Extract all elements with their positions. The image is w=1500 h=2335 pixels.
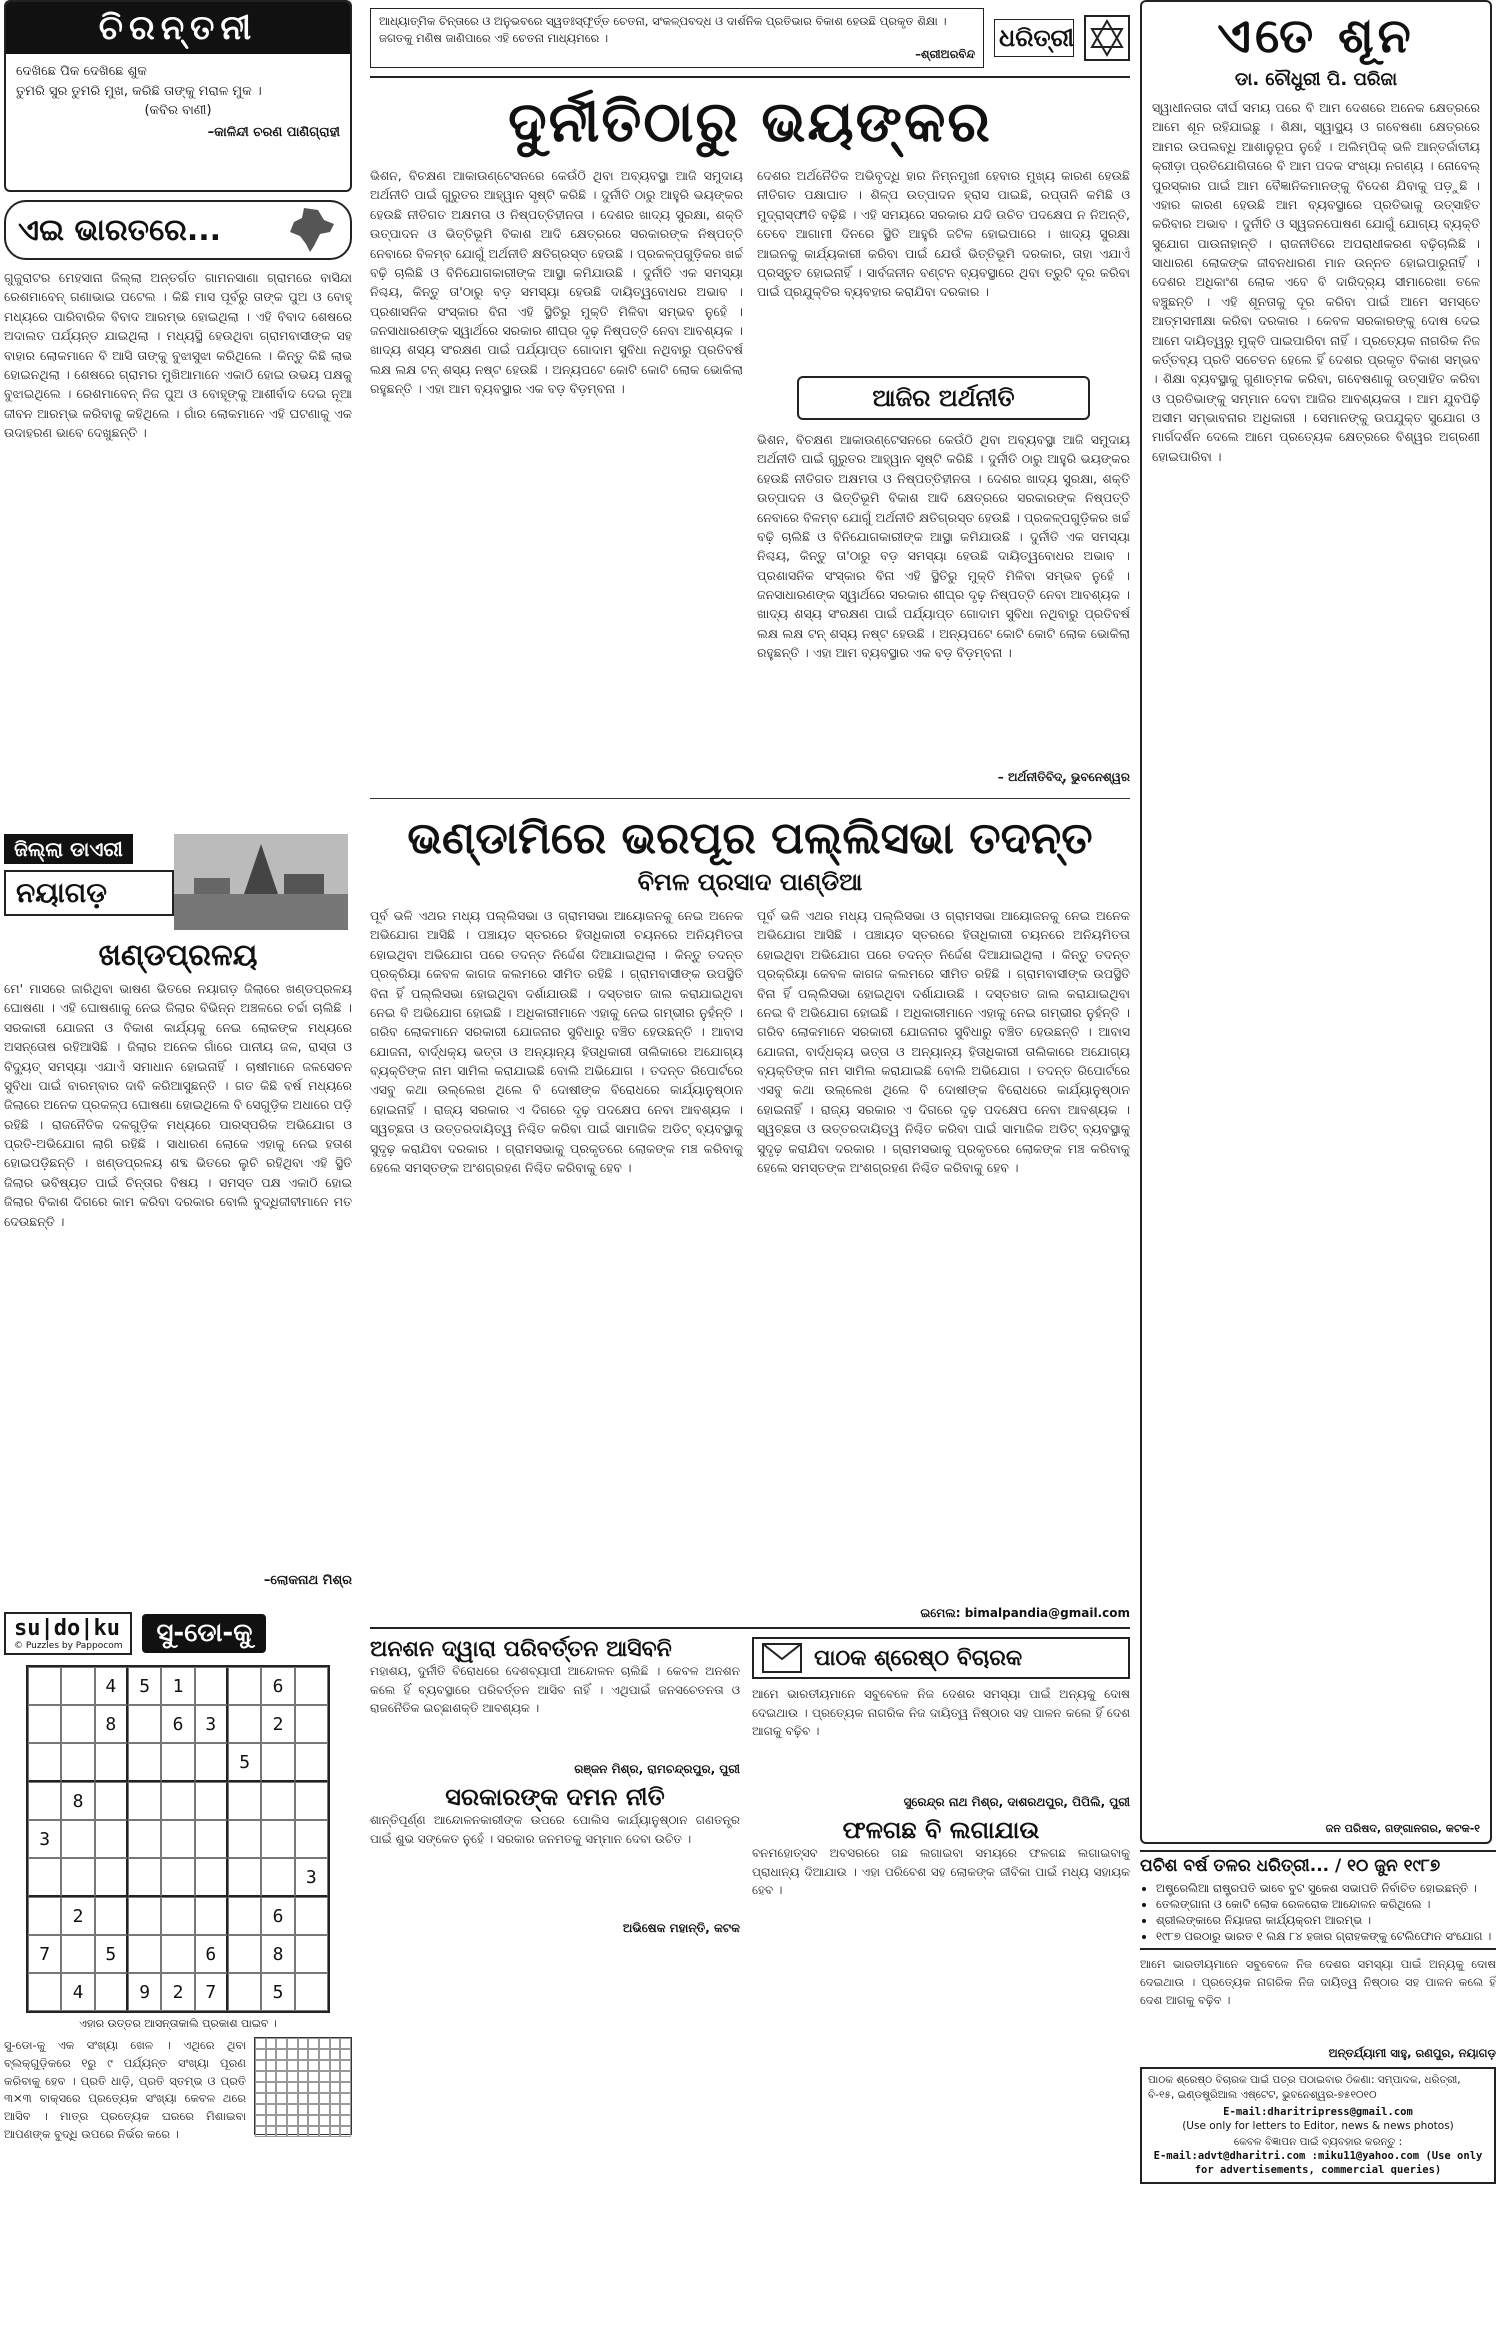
mini-grid-cell (308, 2104, 319, 2115)
sudoku-brand-box (4, 1612, 132, 1655)
mini-grid-cell (308, 2115, 319, 2126)
sudoku-cell[interactable] (228, 1973, 261, 2011)
temple-photo (174, 834, 348, 930)
mini-grid-cell (276, 2115, 287, 2126)
mini-grid-cell (340, 2115, 351, 2126)
sudoku-cell[interactable] (128, 1897, 161, 1935)
mini-grid-cell (330, 2082, 341, 2093)
mini-grid-cell (330, 2093, 341, 2104)
sudoku-answer-note: ଏହାର ଉତ୍ତର ଆସନ୍ତାକାଲି ପ୍ରକାଶ ପାଇବ । (79, 2017, 277, 2030)
sudoku-cell[interactable] (195, 1858, 228, 1897)
mini-grid-cell (266, 2104, 277, 2115)
right-article-box (1140, 0, 1492, 1844)
sudoku-cell[interactable] (195, 1667, 228, 1705)
sudoku-cell[interactable] (161, 1820, 194, 1858)
mini-grid-cell (276, 2049, 287, 2060)
sudoku-cell[interactable]: 6 (261, 1667, 294, 1705)
masthead (370, 0, 1130, 78)
mini-grid-cell (298, 2038, 309, 2049)
sudoku-cell[interactable] (95, 1858, 128, 1897)
sudoku-cell[interactable] (61, 1820, 94, 1858)
mini-grid-cell (287, 2093, 298, 2104)
sudoku-cell[interactable] (61, 1667, 94, 1705)
mini-grid-cell (255, 2049, 266, 2060)
mini-grid-cell (298, 2071, 309, 2082)
mini-grid-cell (276, 2082, 287, 2093)
mini-grid-cell (319, 2115, 330, 2126)
district-diary-header (4, 834, 352, 930)
sudoku-cell[interactable]: 4 (95, 1667, 128, 1705)
contact-email1[interactable]: E-mail:dharitripress@gmail.com (1223, 2105, 1413, 2118)
editorial-headline: ଦୁର୍ନୀତିଠାରୁ ଭୟଙ୍କର (508, 90, 992, 155)
sudoku-cell[interactable] (95, 1897, 128, 1935)
letter-best-author: ସୁରେନ୍ଦ୍ର ନାଥ ମିଶ୍ର, ଦାଶରଥପୁର, ପିପିଲି, ପୁରୀ (903, 1795, 1130, 1809)
history-item: • ଅଷ୍ଟ୍ରେଲିଆ ରାଷ୍ଟ୍ରପତି ଭାବେ ବୁଟ ସୁକେଶ ସଭାପତି ନିର୍ବାଚିତ ହୋଇଛନ୍ତି । (1156, 1880, 1496, 1896)
sudoku-cell[interactable] (228, 1705, 261, 1743)
history-item: • ଶ୍ରୀଲଙ୍କାରେ ନିୟାଜରା କାର୍ଯ୍ୟକ୍ରମ ଆରମ୍ଭ । (1156, 1912, 1496, 1928)
mini-grid-cell (308, 2126, 319, 2137)
district-author: –ଲୋକନାଥ ମିଶ୍ର (263, 1573, 352, 1588)
history-item: • ୧୯୮୭ ପରଠାରୁ ଭାରତ ୧ ଲକ୍ଷ ୮୪ ହଜାର ଗ୍ରାହକଙ୍କୁ ଟେଲିଫୋନ ସଂଯୋଗ । (1156, 1928, 1496, 1944)
mini-grid-cell (319, 2104, 330, 2115)
poem-heading: ଚିରନ୍ତନୀ (6, 2, 350, 54)
sudoku-rules-row (4, 2037, 352, 2187)
mini-grid-cell (319, 2071, 330, 2082)
letter1-body: ମହାଶୟ, ଦୁର୍ନୀତି ବିରୋଧରେ ଦେଶବ୍ୟାପୀ ଆନ୍ଦୋଳନ ଚାଲିଛି । କେବଳ ଅନଶନ କଲେ ହିଁ ବ୍ୟବସ୍ଥାରେ ପରିବର୍ତ୍ତନ ଆସିବ ନାହିଁ । ଏଥିପାଇଁ ଜନସଚେତନତା ଓ ରାଜନୈତିକ ଇଚ୍ଛାଶକ୍ତି ଆବଶ୍ୟକ । (370, 1664, 740, 1716)
sudoku-cell[interactable] (128, 1782, 161, 1820)
mini-grid-cell (276, 2126, 287, 2137)
mini-grid-cell (266, 2082, 277, 2093)
mini-grid-cell (340, 2060, 351, 2071)
india-map-icon (284, 206, 338, 254)
contact-box (1140, 2067, 1496, 2183)
editorial-columns (370, 166, 1130, 786)
mini-grid-cell (266, 2038, 277, 2049)
mini-grid-cell (319, 2038, 330, 2049)
mini-grid-cell (255, 2071, 266, 2082)
sudoku-cell[interactable] (128, 1743, 161, 1782)
sudoku-cell[interactable] (295, 1743, 328, 1782)
mini-grid-cell (266, 2115, 277, 2126)
sudoku-cell[interactable] (295, 1705, 328, 1743)
mini-grid-cell (266, 2093, 277, 2104)
mini-grid-cell (298, 2126, 309, 2137)
mini-grid-cell (255, 2038, 266, 2049)
mini-grid-cell (298, 2082, 309, 2093)
best-reader-box (752, 1637, 1130, 1679)
mini-grid-cell (340, 2071, 351, 2082)
india-body: ଗୁଜୁରାଟର ମେହସାନା ଜିଲ୍ଲା ଅନ୍ତର୍ଗତ ଗାମନସାଣା ଗ୍ରାମରେ ବାସିନ୍ଦା ରେଶମାବେନ୍ ଗଣାଭାଇ ପଟେଲ । କିଛି ମାସ ପୂର୍ବରୁ ତାଙ୍କ ପୁଅ ଓ ବୋହୂ ମଧ୍ୟରେ ପାରିବାରିକ ବିବାଦ ଆରମ୍ଭ ହୋଇଥିଲା । ଏହି ବିବାଦ ଶେଷରେ ଅଦାଲତ ପର୍ଯ୍ୟନ୍ତ ଯାଇଥିଲା । ମଧ୍ୟସ୍ଥି ହେଉଥିବା ଗ୍ରାମବାସୀଙ୍କ ସହ ବାହାର ଲୋକମାନେ ବି ଆସି ତାଙ୍କୁ ବୁଝାସୁଝା କରିଥିଲେ । କିନ୍ତୁ କିଛି ଲାଭ ହୋଇନଥିଲା । ଶେଷରେ ଗ୍ରାମର ମୁଖିଆମାନେ ଏକାଠି ହୋଇ ଉଭୟ ପକ୍ଷକୁ ବୁଝାଇଥିଲେ । ରେଶମାବେନ୍ ନିଜ ପୁଅ ଓ ବୋହୂଙ୍କୁ ଆଶୀର୍ବାଦ ଦେଇ ନୂଆ ଜୀବନ ଆରମ୍ଭ କରିବାକୁ କହିଥିଲେ । ଗାଁର ଲୋକମାନେ ଏହି ଘଟଣାକୁ ଏକ ଉଦାହରଣ ଭାବେ ଦେଖୁଛନ୍ତି । (4, 270, 352, 440)
mini-grid-cell (287, 2082, 298, 2093)
mini-grid-cell (340, 2104, 351, 2115)
sudoku-section (4, 1612, 352, 2187)
sudoku-title: ସୁ-ଡୋ-କୁ (142, 1614, 266, 1653)
letters-section (370, 1627, 1130, 1944)
district-diary-section (4, 834, 352, 1588)
district-label-block (4, 834, 174, 930)
masthead-quote-box (370, 8, 984, 68)
editorial-body-continued: ଭିଶନ, ବିଚକ୍ଷଣ ଆକାଉଣ୍ଟେସନରେ କେଉଁଠି ଥିବା ଅବ୍ୟବସ୍ଥା ଆଜି ସମୁଦାୟ ଅର୍ଥନୀତି ପାଇଁ ଗୁରୁତର ଆହ୍ୱାନ ସୃଷ୍ଟି କରିଛି । ଦୁର୍ନୀତି ଠାରୁ ଆହୁରି ଭୟଙ୍କର ହେଉଛି ନୀତିଗତ ଅକ୍ଷମତା ଓ ନିଷ୍ପତ୍ତିହୀନତା । ଦେଶର ଖାଦ୍ୟ ସୁରକ୍ଷା, ଶକ୍ତି ଉତ୍ପାଦନ ଓ ଭିତ୍ତିଭୂମି ବିକାଶ ଆଦି କ୍ଷେତ୍ରରେ ସରକାରଙ୍କ ନିଷ୍ପତ୍ତି ନେବାରେ ବିଳମ୍ବ ଯୋଗୁଁ ଅର୍ଥନୀତି କ୍ଷତିଗ୍ରସ୍ତ ହେଉଛି । ପ୍ରକଳ୍ପଗୁଡ଼ିକର ଖର୍ଚ୍ଚ ବଢ଼ି ଚାଲିଛି ଓ ବିନିଯୋଗକାରୀଙ୍କ ଆସ୍ଥା କମିଯାଉଛି । ଦୁର୍ନୀତି ଏକ ସମସ୍ୟା ନିଶ୍ଚୟ, କିନ୍ତୁ ତା'ଠାରୁ ବଡ଼ ସମସ୍ୟା ହେଉଛି ଦାୟିତ୍ୱବୋଧର ଅଭାବ । ପ୍ରଶାସନିକ ସଂସ୍କାର ବିନା ଏହି ସ୍ଥିତିରୁ ମୁକ୍ତି ମିଳିବା ସମ୍ଭବ ନୁହେଁ । ଜନସାଧାରଣଙ୍କ ସ୍ୱାର୍ଥରେ ସରକାର ଶୀଘ୍ର ଦୃଢ଼ ନିଷ୍ପତ୍ତି ନେବା ଆବଶ୍ୟକ । ଖାଦ୍ୟ ଶସ୍ୟ ସଂରକ୍ଷଣ ପାଇଁ ପର୍ଯ୍ୟାପ୍ତ ଗୋଦାମ ସୁବିଧା ନଥିବାରୁ ପ୍ରତିବର୍ଷ ଲକ୍ଷ ଲକ୍ଷ ଟନ୍ ଶସ୍ୟ ନଷ୍ଟ ହେଉଛି । ଅନ୍ୟପଟେ କୋଟି କୋଟି ଲୋକ ଭୋକିଲା ରହୁଛନ୍ତି । ଏହା ଆମ ବ୍ୟବସ୍ଥାର ଏକ ବଡ଼ ବିଡ଼ମ୍ବନା । (757, 432, 1130, 661)
sudoku-cell[interactable] (261, 1782, 294, 1820)
left-column (4, 0, 360, 2187)
mini-grid-cell (330, 2104, 341, 2115)
sudoku-cell[interactable] (28, 1705, 61, 1743)
sudoku-cell[interactable] (261, 1743, 294, 1782)
sudoku-example-grid (254, 2037, 352, 2135)
sudoku-cell[interactable] (228, 1667, 261, 1705)
mini-grid-cell (308, 2071, 319, 2082)
sudoku-cell[interactable] (161, 1897, 194, 1935)
right-heading: ଏତେ ଶୂନ (1217, 8, 1415, 64)
mini-grid-cell (287, 2071, 298, 2082)
mini-grid-cell (255, 2104, 266, 2115)
editorial-author: – ଅର୍ଥନୀତିବିଦ୍, ଭୁବନେଶ୍ୱର (997, 770, 1130, 784)
mini-grid-cell (276, 2038, 287, 2049)
sudoku-brand: su|do|ku (14, 1616, 120, 1641)
sudoku-cell[interactable] (28, 1973, 61, 2011)
mini-grid-cell (287, 2060, 298, 2071)
letter1-author: ରଞ୍ଜନ ମିଶ୍ର, ରାମଚନ୍ଦ୍ରପୁର, ପୁରୀ (574, 1762, 740, 1776)
mini-grid-cell (287, 2038, 298, 2049)
feature-body-continued: ପୂର୍ବ ଭଳି ଏଥର ମଧ୍ୟ ପଲ୍ଲିସଭା ଓ ଗ୍ରାମସଭା ଆୟୋଜନକୁ ନେଇ ଅନେକ ଅଭିଯୋଗ ଆସିଛି । ପଞ୍ଚାୟତ ସ୍ତରରେ ହିତାଧିକାରୀ ଚୟନରେ ଅନିୟମିତତା ହୋଇଥିବା ଅଭିଯୋଗ ପରେ ତଦନ୍ତ ନିର୍ଦ୍ଦେଶ ଦିଆଯାଇଥିଲା । କିନ୍ତୁ ତଦନ୍ତ ପ୍ରକ୍ରିୟା କେବଳ କାଗଜ କଲମରେ ସୀମିତ ରହିଛି । ଗ୍ରାମବାସୀଙ୍କ ଉପସ୍ଥିତି ବିନା ହିଁ ପଲ୍ଲିସଭା ହୋଇଥିବା ଦର୍ଶାଯାଉଛି । ଦସ୍ତଖତ ଜାଲ କରାଯାଇଥିବା ନେଇ ବି ଅଭିଯୋଗ ହୋଇଛି । ଅଧିକାରୀମାନେ ଏହାକୁ ନେଇ ଗମ୍ଭୀର ନୁହଁନ୍ତି । ଗରିବ ଲୋକମାନେ ସରକାରୀ ଯୋଜନାର ସୁବିଧାରୁ ବଞ୍ଚିତ ହେଉଛନ୍ତି । ଆବାସ ଯୋଜନା, ବାର୍ଦ୍ଧକ୍ୟ ଭତ୍ତା ଓ ଅନ୍ୟାନ୍ୟ ହିତାଧିକାରୀ ତାଲିକାରେ ଅଯୋଗ୍ୟ ବ୍ୟକ୍ତିଙ୍କ ନାମ ସାମିଲ କରାଯାଇଛି ବୋଲି ଅଭିଯୋଗ । ତଦନ୍ତ ରିପୋର୍ଟରେ ଏସବୁ କଥା ଉଲ୍ଲେଖ ଥିଲେ ବି ଦୋଷୀଙ୍କ ବିରୋଧରେ କାର୍ଯ୍ୟାନୁଷ୍ଠାନ ହୋଇନାହିଁ । ରାଜ୍ୟ ସରକାର ଏ ଦିଗରେ ଦୃଢ଼ ପଦକ୍ଷେପ ନେବା ଆବଶ୍ୟକ । ସ୍ୱଚ୍ଛତା ଓ ଉତ୍ତରଦାୟିତ୍ୱ ନିଶ୍ଚିତ କରିବା ପାଇଁ ସାମାଜିକ ଅଡିଟ୍ ବ୍ୟବସ୍ଥାକୁ ସୁଦୃଢ଼ କରାଯିବା ଦରକାର । ଗ୍ରାମସଭାକୁ ପ୍ରକୃତରେ ଲୋକଙ୍କ ମଞ୍ଚ କରିବାକୁ ହେଲେ ସମସ୍ତଙ୍କ ଅଂଶଗ୍ରହଣ ନିଶ୍ଚିତ କରିବାକୁ ହେବ । (757, 908, 1130, 1175)
mini-grid-cell (255, 2082, 266, 2093)
mini-grid-cell (330, 2115, 341, 2126)
sudoku-header (4, 1612, 352, 1655)
sudoku-cell[interactable] (161, 1935, 194, 1973)
mini-grid-cell (298, 2060, 309, 2071)
right-body: ସ୍ୱାଧୀନତାର ଦୀର୍ଘ ସମୟ ପରେ ବି ଆମ ଦେଶରେ ଅନେକ କ୍ଷେତ୍ରରେ ଆମେ ଶୂନ ରହିଯାଇଛୁ । ଶିକ୍ଷା, ସ୍ୱାସ୍ଥ୍ୟ ଓ ଗବେଷଣା କ୍ଷେତ୍ରରେ ଆମର ଉପଲବ୍ଧି ଆଶାନୁରୂପ ନୁହେଁ । ଅଲିମ୍ପିକ୍ ଭଳି ଆନ୍ତର୍ଜାତୀୟ କ୍ରୀଡ଼ା ପ୍ରତିଯୋଗିତାରେ ବି ଆମ ପଦକ ସଂଖ୍ୟା ନଗଣ୍ୟ । ନୋବେଲ୍ ପୁରସ୍କାର ପାଇଁ ଆମ ବୈଜ୍ଞାନିକମାନଙ୍କୁ ବିଦେଶ ଯିବାକୁ ପଡ଼ୁଛି । ଏହାର କାରଣ ହେଉଛି ଆମ ବ୍ୟବସ୍ଥାରେ ପ୍ରତିଭାକୁ ଉତ୍ସାହିତ କରିବାର ଅଭାବ । ଦୁର୍ନୀତି ଓ ସ୍ୱଜନପୋଷଣ ଯୋଗୁଁ ଯୋଗ୍ୟ ବ୍ୟକ୍ତି ସୁଯୋଗ ପାଉନାହାନ୍ତି । ରାଜନୀତିରେ ଅପରାଧୀକରଣ ବଢ଼ିଚାଲିଛି । ସାଧାରଣ ଲୋକଙ୍କ ଜୀବନଧାରଣ ମାନ ଉନ୍ନତ ହୋଇପାରୁନାହିଁ । ଦେଶର ଅଧିକାଂଶ ଲୋକ ଏବେ ବି ଦାରିଦ୍ର୍ୟ ସୀମାରେଖା ତଳେ ବଞ୍ଚୁଛନ୍ତି । ଏହି ଶୂନତାକୁ ଦୂର କରିବା ପାଇଁ ଆମେ ସମସ୍ତେ ଆତ୍ମସମୀକ୍ଷା କରିବା ଦରକାର । କେବଳ ସରକାରଙ୍କୁ ଦୋଷ ଦେଇ ଆମେ ଦାୟିତ୍ୱରୁ ମୁକ୍ତି ପାଇପାରିବା ନାହିଁ । ପ୍ରତ୍ୟେକ ନାଗରିକ ନିଜ କର୍ତ୍ତବ୍ୟ ପ୍ରତି ସଚେତନ ହେଲେ ହିଁ ଦେଶର ପ୍ରକୃତ ବିକାଶ ସମ୍ଭବ । ଶିକ୍ଷା ବ୍ୟବସ୍ଥାକୁ ଗୁଣାତ୍ମକ କରିବା, ଗବେଷଣାକୁ ଉତ୍ସାହିତ କରିବା ଓ ପ୍ରତିଭାଙ୍କୁ ସମ୍ମାନ ଦେବା ଆଜିର ଆବଶ୍ୟକତା । ଆମ ଯୁବପିଢ଼ି ଅସୀମ ସମ୍ଭାବନାର ଅଧିକାରୀ । ସେମାନଙ୍କୁ ଉପଯୁକ୍ତ ସୁଯୋଗ ଓ ମାର୍ଗଦର୍ଶନ ଦେଲେ ଆମେ ପ୍ରତ୍ୟେକ କ୍ଷେତ୍ରରେ ବିଶ୍ୱର ଅଗ୍ରଣୀ ହୋଇପାରିବା । (1152, 100, 1480, 464)
sudoku-cell[interactable] (261, 1820, 294, 1858)
feature-author: ବିମଳ ପ୍ରସାଦ ପାଣ୍ଡିଆ (637, 868, 863, 896)
mini-grid-cell (319, 2060, 330, 2071)
mini-grid-cell (308, 2038, 319, 2049)
sudoku-cell[interactable]: 5 (128, 1667, 161, 1705)
mini-grid-cell (308, 2093, 319, 2104)
mini-grid-cell (266, 2049, 277, 2060)
envelope-icon (762, 1643, 802, 1673)
mini-grid-cell (330, 2038, 341, 2049)
mini-grid-cell (298, 2049, 309, 2060)
letter3-title: ଫଳଗଛ ବି ଲଗାଯାଉ (842, 1816, 1040, 1844)
sudoku-rules: ସୁ-ଡୋ-କୁ ଏକ ସଂଖ୍ୟା ଖେଳ । ଏଥିରେ ଥିବା ବ୍ଲକ୍‌ଗୁଡ଼ିକରେ ୧ରୁ ୯ ପର୍ଯ୍ୟନ୍ତ ସଂଖ୍ୟା ପୂରଣ କରିବାକୁ ହେବ । ପ୍ରତି ଧାଡ଼ି, ପ୍ରତି ସ୍ତମ୍ଭ ଓ ପ୍ରତି ୩×୩ ବାକ୍ସରେ ପ୍ରତ୍ୟେକ ସଂଖ୍ୟା କେବଳ ଥରେ ଆସିବ । ମାତ୍ର ପ୍ରତ୍ୟେକ ଘରରେ ମିଶାଇବା ଆପଣଙ୍କ ବୁଦ୍ଧି ଉପରେ ନିର୍ଭର କରେ । (4, 2038, 246, 2142)
star-emblem-icon (1084, 15, 1130, 61)
feature-columns (370, 906, 1130, 1606)
mini-grid-cell (319, 2093, 330, 2104)
feature-body: ପୂର୍ବ ଭଳି ଏଥର ମଧ୍ୟ ପଲ୍ଲିସଭା ଓ ଗ୍ରାମସଭା ଆୟୋଜନକୁ ନେଇ ଅନେକ ଅଭିଯୋଗ ଆସିଛି । ପଞ୍ଚାୟତ ସ୍ତରରେ ହିତାଧିକାରୀ ଚୟନରେ ଅନିୟମିତତା ହୋଇଥିବା ଅଭିଯୋଗ ପରେ ତଦନ୍ତ ନିର୍ଦ୍ଦେଶ ଦିଆଯାଇଥିଲା । କିନ୍ତୁ ତଦନ୍ତ ପ୍ରକ୍ରିୟା କେବଳ କାଗଜ କଲମରେ ସୀମିତ ରହିଛି । ଗ୍ରାମବାସୀଙ୍କ ଉପସ୍ଥିତି ବିନା ହିଁ ପଲ୍ଲିସଭା ହୋଇଥିବା ଦର୍ଶାଯାଉଛି । ଦସ୍ତଖତ ଜାଲ କରାଯାଇଥିବା ନେଇ ବି ଅଭିଯୋଗ ହୋଇଛି । ଅଧିକାରୀମାନେ ଏହାକୁ ନେଇ ଗମ୍ଭୀର ନୁହଁନ୍ତି । ଗରିବ ଲୋକମାନେ ସରକାରୀ ଯୋଜନାର ସୁବିଧାରୁ ବଞ୍ଚିତ ହେଉଛନ୍ତି । ଆବାସ ଯୋଜନା, ବାର୍ଦ୍ଧକ୍ୟ ଭତ୍ତା ଓ ଅନ୍ୟାନ୍ୟ ହିତାଧିକାରୀ ତାଲିକାରେ ଅଯୋଗ୍ୟ ବ୍ୟକ୍ତିଙ୍କ ନାମ ସାମିଲ କରାଯାଇଛି ବୋଲି ଅଭିଯୋଗ । ତଦନ୍ତ ରିପୋର୍ଟରେ ଏସବୁ କଥା ଉଲ୍ଲେଖ ଥିଲେ ବି ଦୋଷୀଙ୍କ ବିରୋଧରେ କାର୍ଯ୍ୟାନୁଷ୍ଠାନ ହୋଇନାହିଁ । ରାଜ୍ୟ ସରକାର ଏ ଦିଗରେ ଦୃଢ଼ ପଦକ୍ଷେପ ନେବା ଆବଶ୍ୟକ । ସ୍ୱଚ୍ଛତା ଓ ଉତ୍ତରଦାୟିତ୍ୱ ନିଶ୍ଚିତ କରିବା ପାଇଁ ସାମାଜିକ ଅଡିଟ୍ ବ୍ୟବସ୍ଥାକୁ ସୁଦୃଢ଼ କରାଯିବା ଦରକାର । ଗ୍ରାମସଭାକୁ ପ୍ରକୃତରେ ଲୋକଙ୍କ ମଞ୍ଚ କରିବାକୁ ହେଲେ ସମସ୍ତଙ୍କ ଅଂଶଗ୍ରହଣ ନିଶ୍ଚିତ କରିବାକୁ ହେବ । (370, 908, 743, 1175)
india-heading: ଏଇ ଭାରତରେ... (18, 212, 222, 248)
sudoku-cell[interactable]: 5 (261, 1973, 294, 2011)
sudoku-cell[interactable]: 2 (161, 1973, 194, 2011)
mini-grid-cell (308, 2060, 319, 2071)
district-name: ନୟାଗଡ଼ (4, 870, 174, 916)
sudoku-cell[interactable] (261, 1858, 294, 1897)
sudoku-cell[interactable] (95, 1973, 128, 2011)
sudoku-cell[interactable] (128, 1820, 161, 1858)
letter2-author: ଅଭିଷେକ ମହାନ୍ତି, କଟକ (622, 1921, 740, 1935)
sudoku-cell[interactable]: 1 (161, 1667, 194, 1705)
mini-grid-cell (298, 2093, 309, 2104)
sudoku-cell[interactable] (195, 1743, 228, 1782)
mini-grid-cell (308, 2082, 319, 2093)
sudoku-cell[interactable] (228, 1935, 261, 1973)
contact-address: ପାଠକ ଶ୍ରେଷ୍ଠ ବିଚାରକ ପାଇଁ ପତ୍ର ପଠାଇବାର ଠିକଣା: ସମ୍ପାଦକ, ଧରିତ୍ରୀ, ବି-୧୫, ଇଣ୍ଡଷ୍ଟ୍ରିଆଲ ଏଷ୍ଟେଟ, ଭୁବନେଶ୍ୱର-୭୫୧୦୧୦ (1148, 2074, 1461, 2101)
mini-grid-cell (287, 2049, 298, 2060)
poem-line: ଦେଖିଛେ ପିକ ଦେଖିଛେ ଶୁକ (16, 64, 147, 79)
sudoku-cell[interactable]: 8 (95, 1705, 128, 1743)
sudoku-cell[interactable]: 2 (261, 1705, 294, 1743)
sudoku-cell[interactable] (28, 1782, 61, 1820)
sudoku-cell[interactable]: 5 (95, 1935, 128, 1973)
masthead-quote-author: –ଶ୍ରୀଅରବିନ୍ଦ (915, 47, 975, 62)
sudoku-cell[interactable]: 7 (195, 1973, 228, 2011)
district-body: ମେ' ମାସରେ ଜାରିଥିବା ଭାଷଣ ଭିତରେ ନୟାଗଡ଼ ଜିଲାରେ ଖଣ୍ଡପ୍ରଳୟ ଘୋଷଣା । ଏହି ଘୋଷଣାକୁ ନେଇ ଜିଲାର ବିଭିନ୍ନ ଅଞ୍ଚଳରେ ଚର୍ଚ୍ଚା ଚାଲିଛି । ସରକାରୀ ଯୋଜନା ଓ ବିକାଶ କାର୍ଯ୍ୟକୁ ନେଇ ଲୋକଙ୍କ ମଧ୍ୟରେ ଅସନ୍ତୋଷ ରହିଆସିଛି । ଜିଲାର ଅନେକ ଗାଁରେ ପାନୀୟ ଜଳ, ରାସ୍ତା ଓ ବିଦ୍ୟୁତ୍ ସମସ୍ୟା ଏଯାଏଁ ସମାଧାନ ହୋଇନାହିଁ । ଚାଷୀମାନେ ଜଳସେଚନ ସୁବିଧା ପାଇଁ ବାରମ୍ବାର ଦାବି କରିଆସୁଛନ୍ତି । ଗତ କିଛି ବର୍ଷ ମଧ୍ୟରେ ଜିଲାରେ ଅନେକ ପ୍ରକଳ୍ପ ଘୋଷଣା ହୋଇଥିଲେ ବି ସେଗୁଡ଼ିକ ଅଧାରେ ପଡ଼ି ରହିଛି । ରାଜନୈତିକ ଦଳଗୁଡ଼ିକ ମଧ୍ୟରେ ପାରସ୍ପରିକ ଅଭିଯୋଗ ଓ ପ୍ରତି-ଅଭିଯୋଗ ଲାଗି ରହିଛି । ସାଧାରଣ ଲୋକେ ଏହାକୁ ନେଇ ହତାଶ ହୋଇପଡ଼ିଛନ୍ତି । ଖଣ୍ଡପ୍ରଳୟ ଶବ୍ଦ ଭିତରେ ଲୁଚି ରହିଥିବା ଏହି ସ୍ଥିତି ଜିଲାର ଭବିଷ୍ୟତ ପାଇଁ ଚିନ୍ତାର ବିଷୟ । ସମସ୍ତ ପକ୍ଷ ଏକାଠି ହୋଇ ଜିଲାର ବିକାଶ ଦିଗରେ କାମ କରିବା ଦରକାର ବୋଲି ବୁଦ୍ଧିଜୀବୀମାନେ ମତ ଦେଉଛନ୍ତି । (4, 981, 352, 1229)
mini-grid-cell (330, 2060, 341, 2071)
letters-right (752, 1629, 1130, 1944)
sudoku-cell[interactable]: 2 (61, 1897, 94, 1935)
sudoku-cell[interactable]: 4 (61, 1973, 94, 2011)
mini-grid-cell (255, 2115, 266, 2126)
sudoku-cell[interactable] (161, 1743, 194, 1782)
sudoku-cell[interactable]: 6 (195, 1935, 228, 1973)
right-signature: ଜନ ପରିଷଦ, ଗଙ୍ଗାନଗର, କଟକ-୧ (1325, 1822, 1480, 1835)
right-author: ଡା. ଚୌଧୁରୀ ପି. ପରିଜା (1234, 69, 1398, 90)
editorial-label: ଆଜିର ଅର୍ଥନୀତି (797, 376, 1090, 420)
mini-grid-cell (287, 2126, 298, 2137)
mini-grid-cell (340, 2082, 351, 2093)
mini-grid-cell (319, 2126, 330, 2137)
sudoku-cell[interactable] (95, 1743, 128, 1782)
sudoku-cell[interactable] (28, 1667, 61, 1705)
sudoku-cell[interactable]: 5 (228, 1743, 261, 1782)
mini-grid-cell (340, 2038, 351, 2049)
mini-grid-cell (287, 2115, 298, 2126)
mini-grid-cell (255, 2093, 266, 2104)
sudoku-cell[interactable]: 8 (61, 1782, 94, 1820)
history-section (1140, 1850, 1496, 1950)
district-heading: ଖଣ୍ଡପ୍ରଳୟ (98, 938, 258, 973)
sudoku-cell[interactable] (28, 1897, 61, 1935)
sudoku-cell[interactable] (61, 1705, 94, 1743)
mini-grid-cell (340, 2093, 351, 2104)
mini-grid-cell (287, 2104, 298, 2115)
mini-grid-cell (255, 2060, 266, 2071)
sudoku-cell[interactable] (228, 1820, 261, 1858)
feature-email: ଇମେଲ: bimalpandia@gmail.com (920, 1606, 1130, 1620)
mini-grid-cell (330, 2049, 341, 2060)
reader-note-body: ଆମେ ଭାରତୀୟମାନେ ସବୁବେଳେ ନିଜ ଦେଶର ସମସ୍ୟା ପାଇଁ ଅନ୍ୟକୁ ଦୋଷ ଦେଇଥାଉ । ପ୍ରତ୍ୟେକ ନାଗରିକ ନିଜ ଦାୟିତ୍ୱ ନିଷ୍ଠାର ସହ ପାଳନ କଲେ ହିଁ ଦେଶ ଆଗକୁ ବଢ଼ିବ । (1140, 1957, 1496, 2007)
sudoku-cell[interactable] (295, 1667, 328, 1705)
sudoku-credit: © Puzzles by Pappocom (14, 1641, 123, 1651)
divider (370, 798, 1130, 799)
sudoku-cell[interactable] (295, 1782, 328, 1820)
sudoku-cell[interactable] (161, 1858, 194, 1897)
contact-ads-label: କେବଳ ବିଜ୍ଞାପନ ପାଇଁ ବ୍ୟବହାର କରନ୍ତୁ : (1233, 2136, 1403, 2149)
sudoku-grid (26, 1665, 330, 2013)
letter1-title: ଅନଶନ ଦ୍ୱାରା ପରିବର୍ତ୍ତନ ଆସିବନି (370, 1637, 672, 1662)
sudoku-cell[interactable]: 3 (295, 1858, 328, 1897)
mini-grid-cell (255, 2126, 266, 2137)
sudoku-cell[interactable] (61, 1743, 94, 1782)
sudoku-cell[interactable] (195, 1782, 228, 1820)
editorial-body-intro: ଦେଶର ଅର୍ଥନୈତିକ ଅଭିବୃଦ୍ଧି ହାର ନିମ୍ନମୁଖୀ ହେବାର ମୁଖ୍ୟ କାରଣ ହେଉଛି ନୀତିଗତ ପକ୍ଷାଘାତ । ଶିଳ୍ପ ଉତ୍ପାଦନ ହ୍ରାସ ପାଇଛି, ରପ୍ତାନି କମିଛି ଓ ମୁଦ୍ରାସ୍ଫୀତି ବଢ଼ିଛି । ଏହି ସମୟରେ ସରକାର ଯଦି ଉଚିତ ପଦକ୍ଷେପ ନ ନିଅନ୍ତି, ତେବେ ଆଗାମୀ ଦିନରେ ସ୍ଥିତି ଆହୁରି ଜଟିଳ ହୋଇପାରେ । ଖାଦ୍ୟ ସୁରକ୍ଷା ଆଇନକୁ କାର୍ଯ୍ୟକାରୀ କରିବା ପାଇଁ ଯେଉଁ ଭିତ୍ତିଭୂମି ଦରକାର, ତାହା ଏଯାଏଁ ପ୍ରସ୍ତୁତ ହୋଇନାହିଁ । ସାର୍ବଜନୀନ ବଣ୍ଟନ ବ୍ୟବସ୍ଥାରେ ଥିବା ତ୍ରୁଟି ଦୂର କରିବା ପାଇଁ ପ୍ରଯୁକ୍ତିର ବ୍ୟବହାର କରାଯିବା ଦରକାର । (757, 168, 1130, 300)
mini-grid-cell (330, 2126, 341, 2137)
mini-grid-cell (276, 2060, 287, 2071)
poem-box (4, 0, 352, 192)
sudoku-cell[interactable]: 9 (128, 1973, 161, 2011)
india-heading-bar (4, 200, 352, 260)
mini-grid-cell (340, 2126, 351, 2137)
sudoku-cell[interactable] (295, 1973, 328, 2011)
mini-grid-cell (308, 2049, 319, 2060)
poem-lines (16, 62, 340, 142)
sudoku-cell[interactable] (228, 1858, 261, 1897)
sudoku-cell[interactable]: 8 (261, 1935, 294, 1973)
sudoku-cell[interactable] (295, 1935, 328, 1973)
sudoku-cell[interactable] (28, 1743, 61, 1782)
letter-best-body: ଆମେ ଭାରତୀୟମାନେ ସବୁବେଳେ ନିଜ ଦେଶର ସମସ୍ୟା ପାଇଁ ଅନ୍ୟକୁ ଦୋଷ ଦେଇଥାଉ । ପ୍ରତ୍ୟେକ ନାଗରିକ ନିଜ ଦାୟିତ୍ୱ ନିଷ୍ଠାର ସହ ପାଳନ କଲେ ହିଁ ଦେଶ ଆଗକୁ ବଢ଼ିବ । (752, 1687, 1130, 1739)
contact-email2[interactable]: E-mail:advt@dharitri.com :miku11@yahoo.com (Use only for advertisements, commercial queries) (1153, 2150, 1483, 2177)
right-column (1140, 0, 1496, 2184)
poem-author: –କାଳିନ୍ଦୀ ଚରଣ ପାଣିଗ୍ରାହୀ (207, 124, 340, 140)
mini-grid-cell (266, 2060, 277, 2071)
sudoku-cell[interactable] (228, 1782, 261, 1820)
mini-grid-cell (266, 2071, 277, 2082)
sudoku-cell[interactable] (61, 1858, 94, 1897)
mini-grid-cell (276, 2071, 287, 2082)
sudoku-cell[interactable] (228, 1897, 261, 1935)
sudoku-cell[interactable] (195, 1897, 228, 1935)
reader-note-author: ଅନ୍ତର୍ଯ୍ୟାମୀ ସାହୁ, ରଣପୁର, ନୟାଗଡ଼ (1328, 2046, 1496, 2061)
masthead-logo: ଧରିତ୍ରୀ (994, 19, 1074, 57)
sudoku-cell[interactable]: 6 (261, 1897, 294, 1935)
sudoku-cell[interactable]: 7 (28, 1935, 61, 1973)
sudoku-cell[interactable]: 6 (161, 1705, 194, 1743)
best-reader-label: ପାଠକ ଶ୍ରେଷ୍ଠ ବିଚାରକ (814, 1645, 1023, 1671)
sudoku-cell[interactable]: 3 (28, 1820, 61, 1858)
sudoku-cell[interactable] (28, 1858, 61, 1897)
history-list (1156, 1880, 1496, 1944)
poem-line: ତୁମରି ସୁର ତୁମରି ମୁଖ, କରିଛି ତାଙ୍କୁ ମରାଳ ମୁକ । (16, 83, 262, 99)
feature-headline: ଭଣ୍ଡାମିରେ ଭରପୂର ପଲ୍ଲିସଭା ତଦନ୍ତ (407, 813, 1093, 864)
letter3-body: ବନମହୋତ୍ସବ ଅବସରରେ ଗଛ ଲଗାଇବା ସମୟରେ ଫଳଗଛ ଲଗାଇବାକୁ ପ୍ରାଧାନ୍ୟ ଦିଆଯାଉ । ଏହା ପରିବେଶ ସହ ଲୋକଙ୍କ ଜୀବିକା ପାଇଁ ମଧ୍ୟ ସହାୟକ ହେବ । (752, 1846, 1130, 1898)
sudoku-cell[interactable] (295, 1820, 328, 1858)
mini-grid-cell (298, 2104, 309, 2115)
history-item: • ତେଲଙ୍ଗାନା ଓ କୋଟି ଲୋକ ରେଳରୋକ ଆନ୍ଦୋଳନ କରିଥିଲେ । (1156, 1896, 1496, 1912)
sudoku-cell[interactable] (161, 1782, 194, 1820)
editorial-right (757, 166, 1130, 786)
sudoku-cell[interactable] (95, 1782, 128, 1820)
mini-grid-cell (330, 2071, 341, 2082)
center-column (370, 0, 1130, 1944)
letters-left (370, 1629, 740, 1944)
letter2-title: ସରକାରଙ୍କ ଦମନ ନୀତି (445, 1783, 665, 1811)
masthead-quote: ଆଧ୍ୟାତ୍ମିକ ଚିନ୍ତାରେ ଓ ଅନୁଭବରେ ସ୍ୱତଃସ୍ଫୂର୍ତ୍ତ ଚେତନା, ସଂକଳ୍ପବଦ୍ଧ ଓ ଦାର୍ଶନିକ ପ୍ରତିଭାର ବିକାଶ ହେଉଛି ପ୍ରକୃତ ଶିକ୍ଷା । ଜଗତକୁ ମଣିଷ ଜାଣିପାରେ ଏହି ଚେତନା ମାଧ୍ୟମରେ । (379, 13, 947, 45)
sudoku-cell[interactable] (195, 1820, 228, 1858)
mini-grid-cell (276, 2093, 287, 2104)
mini-grid-cell (266, 2126, 277, 2137)
sudoku-cell[interactable] (95, 1820, 128, 1858)
sudoku-cell[interactable] (128, 1935, 161, 1973)
mini-grid-cell (340, 2049, 351, 2060)
letter2-body: ଶାନ୍ତିପୂର୍ଣ୍ଣ ଆନ୍ଦୋଳନକାରୀଙ୍କ ଉପରେ ପୋଲିସ କାର୍ଯ୍ୟାନୁଷ୍ଠାନ ଗଣତନ୍ତ୍ର ପାଇଁ ଶୁଭ ସଙ୍କେତ ନୁହେଁ । ସରକାର ଜନମତକୁ ସମ୍ମାନ ଦେବା ଉଚିତ । (370, 1813, 740, 1846)
india-section (4, 200, 352, 828)
mini-grid-cell (298, 2115, 309, 2126)
mini-grid-cell (276, 2104, 287, 2115)
history-heading: ପଚିଶ ବର୍ଷ ତଳର ଧରିତ୍ରୀ... / ୧୦ ଜୁନ ୧୯୮୭ (1140, 1856, 1441, 1876)
sudoku-cell[interactable] (128, 1705, 161, 1743)
mini-grid-cell (319, 2082, 330, 2093)
poem-line: (କବିର ବାଣୀ) (144, 103, 212, 118)
sudoku-cell[interactable] (61, 1935, 94, 1973)
sudoku-cell[interactable] (295, 1897, 328, 1935)
contact-email1-note: (Use only for letters to Editor, news & news photos) (1182, 2119, 1454, 2132)
district-diary-label: ଜିଲ୍ଲା ଡାଏରୀ (4, 834, 133, 864)
mini-grid-cell (319, 2049, 330, 2060)
sudoku-cell[interactable] (128, 1858, 161, 1897)
editorial-body: ଭିଶନ, ବିଚକ୍ଷଣ ଆକାଉଣ୍ଟେସନରେ କେଉଁଠି ଥିବା ଅବ୍ୟବସ୍ଥା ଆଜି ସମୁଦାୟ ଅର୍ଥନୀତି ପାଇଁ ଗୁରୁତର ଆହ୍ୱାନ ସୃଷ୍ଟି କରିଛି । ଦୁର୍ନୀତି ଠାରୁ ଆହୁରି ଭୟଙ୍କର ହେଉଛି ନୀତିଗତ ଅକ୍ଷମତା ଓ ନିଷ୍ପତ୍ତିହୀନତା । ଦେଶର ଖାଦ୍ୟ ସୁରକ୍ଷା, ଶକ୍ତି ଉତ୍ପାଦନ ଓ ଭିତ୍ତିଭୂମି ବିକାଶ ଆଦି କ୍ଷେତ୍ରରେ ସରକାରଙ୍କ ନିଷ୍ପତ୍ତି ନେବାରେ ବିଳମ୍ବ ଯୋଗୁଁ ଅର୍ଥନୀତି କ୍ଷତିଗ୍ରସ୍ତ ହେଉଛି । ପ୍ରକଳ୍ପଗୁଡ଼ିକର ଖର୍ଚ୍ଚ ବଢ଼ି ଚାଲିଛି ଓ ବିନିଯୋଗକାରୀଙ୍କ ଆସ୍ଥା କମିଯାଉଛି । ଦୁର୍ନୀତି ଏକ ସମସ୍ୟା ନିଶ୍ଚୟ, କିନ୍ତୁ ତା'ଠାରୁ ବଡ଼ ସମସ୍ୟା ହେଉଛି ଦାୟିତ୍ୱବୋଧର ଅଭାବ । ପ୍ରଶାସନିକ ସଂସ୍କାର ବିନା ଏହି ସ୍ଥିତିରୁ ମୁକ୍ତି ମିଳିବା ସମ୍ଭବ ନୁହେଁ । ଜନସାଧାରଣଙ୍କ ସ୍ୱାର୍ଥରେ ସରକାର ଶୀଘ୍ର ଦୃଢ଼ ନିଷ୍ପତ୍ତି ନେବା ଆବଶ୍ୟକ । ଖାଦ୍ୟ ଶସ୍ୟ ସଂରକ୍ଷଣ ପାଇଁ ପର୍ଯ୍ୟାପ୍ତ ଗୋଦାମ ସୁବିଧା ନଥିବାରୁ ପ୍ରତିବର୍ଷ ଲକ୍ଷ ଲକ୍ଷ ଟନ୍ ଶସ୍ୟ ନଷ୍ଟ ହେଉଛି । ଅନ୍ୟପଟେ କୋଟି କୋଟି ଲୋକ ଭୋକିଲା ରହୁଛନ୍ତି । ଏହା ଆମ ବ୍ୟବସ୍ଥାର ଏକ ବଡ଼ ବିଡ଼ମ୍ବନା । (370, 168, 743, 397)
sudoku-cell[interactable]: 3 (195, 1705, 228, 1743)
